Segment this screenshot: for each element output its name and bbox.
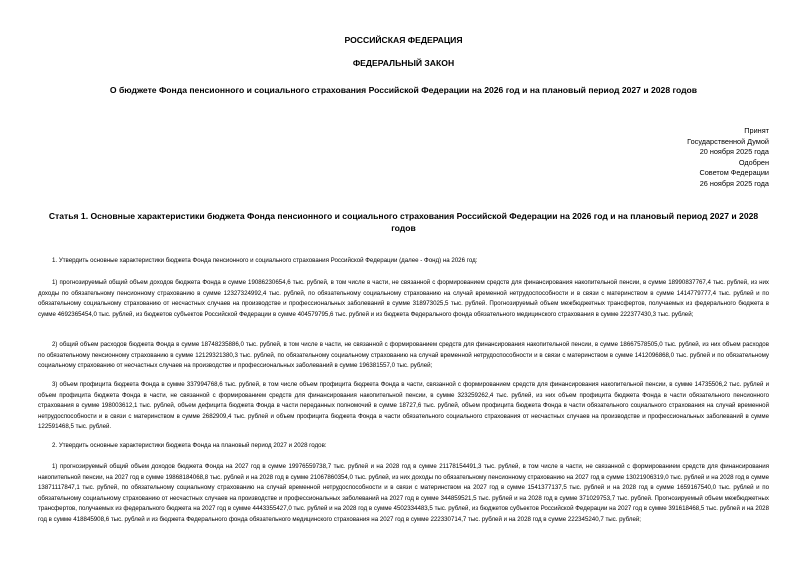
paragraph-1-3: 3) объем профицита бюджета Фонда в сумме 337994768,6 тыс. рублей, в том числе объем профицита бюджета Фонда в части, связанной с формированием средств для финансирования накопительной пенсии, в сумме 14735506,2 тыс. рублей и объем профицита бюджета Фонда в части, не связанной с формированием средств для финансирования накопительной пенсии, в сумме 323259262,4 тыс. рублей, из них объем профицита бюджета Фонда в части обязательного пенсионного страхования в сумме 198003612,1 тыс. рублей, объем дефицита бюджета Фонда в части переданных полномочий в сумме 18727,6 тыс. рублей, объем профицита бюджета Фонда в части обязательного социального страхования на случай временной нетрудоспособности и в связи с материнством в сумме 2682909,4 тыс. рублей и объем профицита бюджета Фонда в части обязательного социального страхования от несчастных случаев на производстве и профессиональных заболеваний в сумме 122591468,5 тыс. рублей. (38, 381, 769, 431)
law-type-heading: ФЕДЕРАЛЬНЫЙ ЗАКОН (352, 58, 455, 68)
acceptance-line-4: Одобрен (738, 158, 769, 167)
acceptance-line-6: 26 ноября 2025 года (699, 179, 769, 188)
paragraph-1-1: 1) прогнозируемый общий объем доходов бюджета Фонда в сумме 19086230654,6 тыс. рублей, в том числе в части, не связанной с формированием средств для финансирования накопительной пенсии, в сумме 18990837767,4 тыс. рублей, из них доходы по обязательному пенсионному страхованию в сумме 12327324992,4 тыс. рублей, по обязательному социальному страхованию на случай временной нетрудоспособности и в связи с материнством в сумме 1414779777,4 тыс. рублей и по обязательному социальному страхованию от несчастных случаев на производстве и профессиональных заболеваний в сумме 318973025,5 тыс. рублей. Прогнозируемый объем межбюджетных трансфертов, получаемых из федерального бюджета в сумме 4692365454,0 тыс. рублей, из бюджетов субъектов Российской Федерации в сумме 404579795,6 тыс. рублей и из бюджета Федерального фонда обязательного медицинского страхования в сумме 222377430,3 тыс. рублей; (38, 279, 769, 318)
federation-heading: РОССИЙСКАЯ ФЕДЕРАЦИЯ (344, 35, 463, 45)
acceptance-line-5: Советом Федерации (699, 168, 769, 177)
acceptance-line-3: 20 ноября 2025 года (699, 147, 769, 156)
paragraph-1-2: 2) общий объем расходов бюджета Фонда в сумме 18748235886,0 тыс. рублей, в том числе в части, не связанной с формированием средств для финансирования накопительной пенсии, в сумме 18667578505,0 тыс. рублей, из них объем расходов по обязательному пенсионному страхованию в сумме 12129321380,3 тыс. рублей, по обязательному социальному страхованию на случай временной нетрудоспособности и в связи с материнством в сумме 1412096868,0 тыс. рублей и по обязательному социальному страхованию от несчастных случаев на производстве и профессиональных заболеваний в сумме 196381557,0 тыс. рублей; (38, 341, 769, 370)
article-heading: Статья 1. Основные характеристики бюджета Фонда пенсионного и социального страхования Российской Федерации на 2026 год и на плановый период 2027 и 2028 годов (48, 211, 759, 233)
paragraph-2: 2. Утвердить основные характеристики бюджета Фонда на плановый период 2027 и 2028 годов: (52, 442, 327, 449)
paragraph-1: 1. Утвердить основные характеристики бюджета Фонда пенсионного и социального страхования Российской Федерации (далее - Фонд) на 2026 год: (52, 257, 478, 264)
law-title: О бюджете Фонда пенсионного и социального страхования Российской Федерации на 2026 год и на плановый период 2027 и 2028 годов (109, 85, 698, 95)
paragraph-2-1: 1) прогнозируемый общий объем доходов бюджета Фонда на 2027 год в сумме 19976559738,7 тыс. рублей и на 2028 год в сумме 21178154491,3 тыс. рублей, в том числе в части, не связанной с формированием средств для финансирования накопительной пенсии, на 2027 год в сумме 19868184068,8 тыс. рублей и на 2028 год в сумме 21067860354,0 тыс. рублей, из них доходы по обязательному пенсионному страхованию на 2027 год в сумме 13021906319,0 тыс. рублей и на 2028 год в сумме 13871117847,1 тыс. рублей, по обязательному социальному страхованию на случай временной нетрудоспособности и в связи с материнством на 2027 год в сумме 1541377137,5 тыс. рублей и на 2028 год в сумме 1659167540,0 тыс. рублей и по обязательному социальному страхованию от несчастных случаев на производстве и профессиональных заболеваний на 2027 год в сумме 344859521,5 тыс. рублей и на 2028 год в сумме 371029753,7 тыс. рублей. Прогнозируемый объем межбюджетных трансфертов, получаемых из федерального бюджета на 2027 год в сумме 4443355427,0 тыс. рублей и на 2028 год в сумме 4502334483,5 тыс. рублей, из бюджетов субъектов Российской Федерации на 2027 год в сумме 391618468,5 тыс. рублей и на 2028 год в сумме 418845908,6 тыс. рублей и из бюджета Федерального фонда обязательного медицинского страхования на 2027 год в сумме 222330714,7 тыс. рублей и на 2028 год в сумме 222345240,7 тыс. рублей; (38, 463, 769, 523)
acceptance-line-1: Принят (744, 126, 769, 135)
acceptance-line-2: Государственной Думой (687, 137, 769, 146)
